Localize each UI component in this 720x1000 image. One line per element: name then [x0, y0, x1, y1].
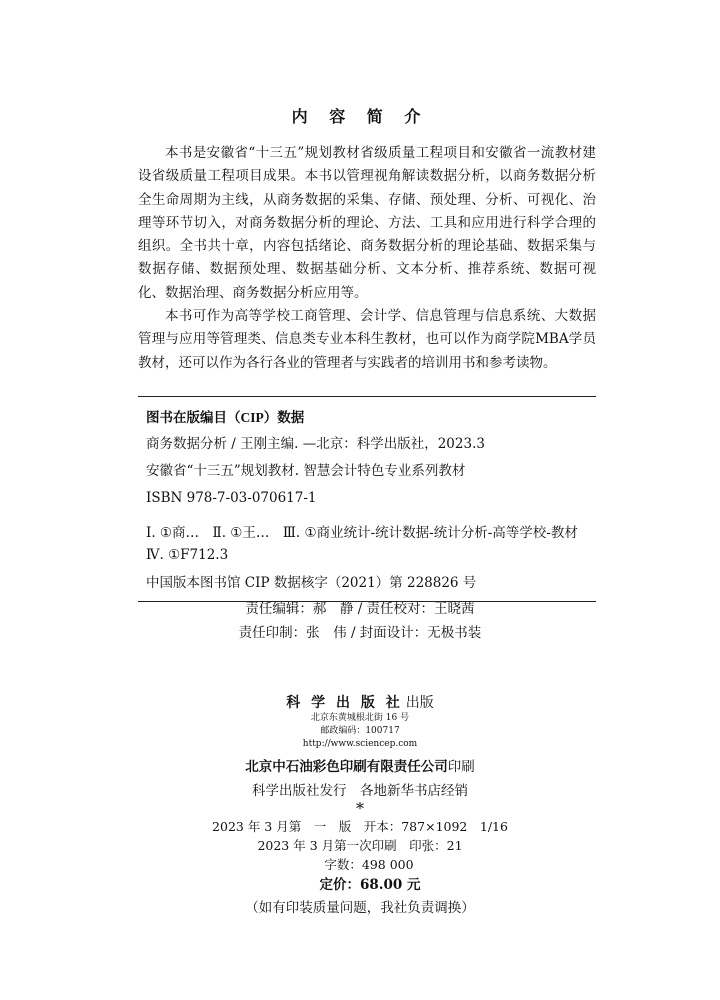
price: 定价：68.00 元: [319, 877, 421, 893]
content-summary: [138, 142, 596, 375]
cip-record-number-line: 中国版本图书馆 CIP 数据核字（2021）第 228826 号: [146, 575, 477, 591]
publisher-postcode: 邮政编码：100717: [320, 726, 400, 736]
page-title: 内 容 简 介: [291, 107, 429, 126]
cip-isbn-line: ISBN 978-7-03-070617-1: [146, 490, 317, 506]
separator-star: *: [356, 799, 364, 818]
printer-suffix: 印刷: [447, 759, 475, 775]
cip-heading-prefix: 图书在版编目（: [146, 410, 241, 426]
printing-line: 2023 年 3 月第一次印刷 印张：21: [257, 838, 463, 853]
editor-credit-line-1: 责任编辑：郝 静 / 责任校对：王晓茜: [245, 601, 475, 617]
edition-line: 2023 年 3 月第 一 版 开本：787×1092 1/16: [212, 819, 508, 834]
distribution-line: 科学出版社发行 各地新华书店经销: [252, 783, 468, 799]
publisher-name-line: [0, 692, 720, 712]
publisher-website: http://www.sciencep.com: [302, 739, 418, 749]
cip-heading-suffix: ）数据: [263, 410, 305, 426]
printer-line: [0, 755, 720, 775]
publisher-name: 科 学 出 版 社: [286, 695, 403, 711]
publisher-info: [0, 692, 720, 920]
cip-data-block: [138, 396, 596, 602]
cip-series-line: 安徽省“十三五”规划教材. 智慧会计特色专业系列教材: [146, 463, 466, 479]
cip-bibliographic-line: 商务数据分析 / 王刚主编. —北京：科学出版社，2023.3: [146, 436, 485, 452]
publisher-suffix: 出版: [405, 695, 434, 711]
quality-note: （如有印装质量问题，我社负责调换）: [245, 900, 475, 916]
word-count: 字数：498 000: [324, 857, 414, 872]
cip-heading: [146, 406, 596, 426]
summary-paragraph-1: 本书是安徽省“十三五”规划教材省级质量工程项目和安徽省一流教材建设省级质量工程项目成果。本书以管理视角解读数据分析，以商务数据分析全生命周期为主线，从商务数据的采集、存储、预处理、分析、可视化、治理等环节切入，对商务数据分析的理论、方法、工具和应用进行科学合理的组织。全书共十章，内容包括绪论、商务数据分析的理论基础、数据采集与数据存储、数据预处理、数据基础分析、文本分析、推荐系统、数据可视化、数据治理、商务数据分析应用等。: [138, 145, 596, 301]
printer-name: 北京中石油彩色印刷有限责任公司: [245, 759, 448, 775]
editorial-credits: [0, 597, 720, 645]
cip-classification-line: Ⅰ. ①商… Ⅱ. ①王… Ⅲ. ①商业统计-统计数据-统计分析-高等学校-教材 Ⅳ. ①F712.3: [146, 525, 592, 563]
summary-paragraph-2: 本书可作为高等学校工商管理、会计学、信息管理与信息系统、大数据管理与应用等管理类、信息类专业本科生教材，也可以作为商学院MBA学员教材，还可以作为各行各业的管理者与实践者的培训用书和参考读物。: [138, 308, 596, 371]
cip-heading-cip: CIP: [240, 410, 264, 425]
editor-credit-line-2: 责任印制：张 伟 / 封面设计：无极书装: [238, 625, 482, 641]
publisher-address: 北京东黄城根北街 16 号: [310, 713, 410, 723]
